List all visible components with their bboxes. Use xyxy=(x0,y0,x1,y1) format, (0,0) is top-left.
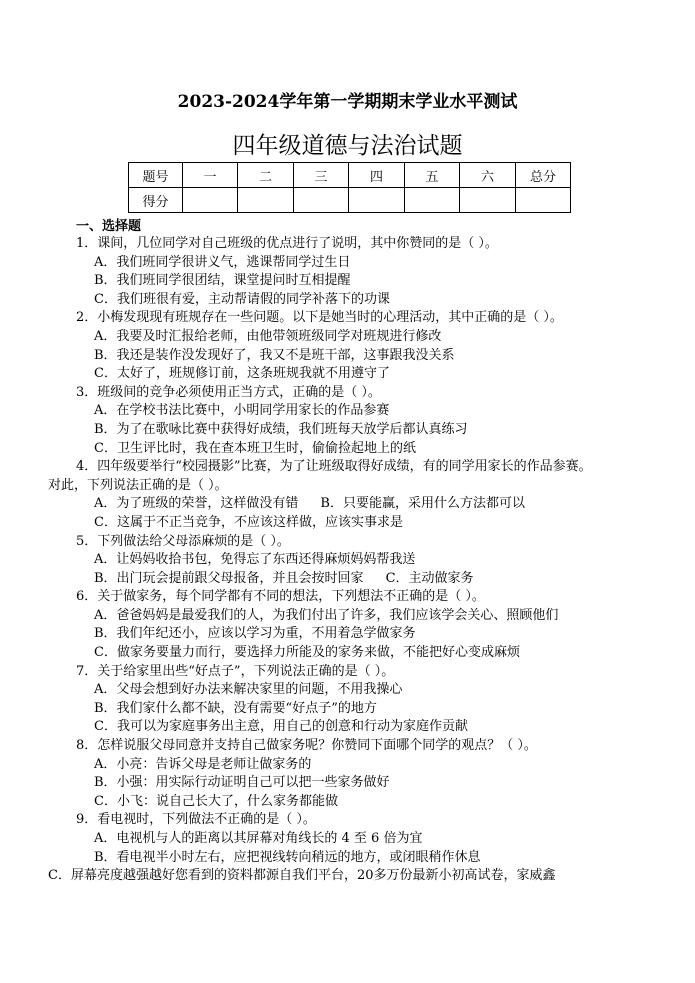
question-1-option-line xyxy=(76,291,676,310)
question-5-option[interactable]: A．让妈妈收拾书包，免得忘了东西还得麻烦妈妈帮我送 xyxy=(94,552,416,568)
score-input-4[interactable] xyxy=(349,188,405,213)
question-6-option[interactable]: B．我们年纪还小，应该以学习为重，不用着急学做家务 xyxy=(94,626,416,642)
question-4-option[interactable]: B．只要能赢，采用什么方法都可以 xyxy=(320,496,525,512)
section-heading: 一、选择题 xyxy=(76,219,142,234)
score-input-5[interactable] xyxy=(405,188,460,213)
question-4-option-line xyxy=(76,495,676,514)
question-7-stem: 7．关于给家里出些“好点子”，下列说法正确的是（ ）。 xyxy=(76,663,395,679)
question-5-option[interactable]: B．出门玩会提前跟父母报备，并且会按时回家 xyxy=(94,570,364,586)
question-6-option[interactable]: A．爸爸妈妈是最爱我们的人，为我们付出了许多，我们应该学会关心、照顾他们 xyxy=(94,607,559,623)
question-5-option-line xyxy=(76,551,676,570)
question-9-option-line xyxy=(76,849,676,868)
question-7-option-line xyxy=(76,681,676,700)
question-9-option[interactable]: A．电视机与人的距离以其屏幕对角线长的 4 至 6 倍为宜 xyxy=(94,831,423,846)
score-table-score-row xyxy=(129,188,571,213)
question-4-stem: 4．四年级要举行“校园摄影”比赛，为了让班级取得好成绩，有的同学用家长的作品参赛。 xyxy=(76,459,592,475)
question-7-option[interactable]: C．我可以为家庭事务出主意，用自己的创意和行动为家庭作贡献 xyxy=(94,719,468,735)
question-9-option-line xyxy=(76,830,676,849)
question-4-option[interactable]: C．这属于不正当竞争，不应该这样做，应该实事求是 xyxy=(94,514,403,530)
score-cell-5: 五 xyxy=(405,163,460,188)
question-6-stem: 6．关于做家务，每个同学都有不同的想法，下列想法不正确的是（ ）。 xyxy=(76,589,485,605)
question-6-option[interactable]: C．做家务要量力而行，要选择力所能及的家务来做，不能把好心变成麻烦 xyxy=(94,645,520,661)
question-8-option-line xyxy=(76,793,676,812)
question-3-stem: 3．班级间的竞争必须使用正当方式，正确的是（ ）。 xyxy=(76,384,381,400)
question-6-option-line xyxy=(76,625,676,644)
score-input-2[interactable] xyxy=(238,188,294,213)
score-cell-4: 四 xyxy=(349,163,405,188)
question-5-stem: 5．下列做法给父母添麻烦的是（ ）。 xyxy=(76,533,290,549)
question-2-option-line xyxy=(76,328,676,347)
question-9-stem: 9．看电视时，下列做法不正确的是（ ）。 xyxy=(76,812,316,828)
score-cell-3: 三 xyxy=(294,163,349,188)
question-2-stem: 2．小梅发现现有班规存在一些问题。以下是她当时的心理活动，其中正确的是（ ）。 xyxy=(76,310,563,326)
question-7-option-line xyxy=(76,700,676,719)
question-6-option-line xyxy=(76,644,676,663)
score-table xyxy=(128,162,571,213)
question-8-option[interactable]: A．小亮：告诉父母是老师让做家务的 xyxy=(94,756,312,772)
question-1-stem: 1．课间，几位同学对自己班级的优点进行了说明，其中你赞同的是（ ）。 xyxy=(76,236,498,251)
question-2-option-line xyxy=(76,365,676,384)
score-cell-1: 一 xyxy=(183,163,238,188)
question-8-option[interactable]: B．小强：用实际行动证明自己可以把一些家务做好 xyxy=(94,775,390,791)
question-7-option[interactable]: B．我们家什么都不缺，没有需要“好点子”的地方 xyxy=(94,700,377,716)
question-9-option[interactable]: B．看电视半小时左右，应把视线转向稍远的地方，或闭眼稍作休息 xyxy=(94,849,481,865)
score-input-3[interactable] xyxy=(294,188,349,213)
question-6-option-line xyxy=(76,607,676,626)
score-cell-total: 总分 xyxy=(516,163,571,188)
last-line: C．屏幕亮度越强越好您看到的资料都源自我们平台，20多万份最新小初高试卷，家威鑫 xyxy=(48,868,556,884)
question-7-option[interactable]: A．父母会想到好办法来解决家里的问题，不用我操心 xyxy=(94,682,403,698)
question-2-option[interactable]: B．我还是装作没发现好了，我又不是班干部，这事跟我没关系 xyxy=(94,347,455,363)
question-4-option-line xyxy=(76,514,676,533)
question-8-stem: 8．怎样说服父母同意并支持自己做家务呢？你赞同下面哪个同学的观点？（ ）。 xyxy=(76,738,537,754)
exam-title: 2023-2024学年第一学期期末学业水平测试 xyxy=(177,92,518,112)
question-1-option-line xyxy=(76,254,676,273)
score-input-6[interactable] xyxy=(460,188,516,213)
question-1-option[interactable]: C．我们班很有爱，主动帮请假的同学补落下的功课 xyxy=(94,291,390,307)
question-8-option[interactable]: C．小飞：说自己长大了，什么家务都能做 xyxy=(94,793,338,809)
question-5-option-line xyxy=(76,570,676,589)
question-8-option-line xyxy=(76,774,676,793)
question-3-option[interactable]: C．卫生评比时，我在查本班卫生时，偷偷捡起地上的纸 xyxy=(94,440,416,456)
question-1-option[interactable]: B．我们班同学很团结，课堂提问时互相提醒 xyxy=(94,273,351,289)
score-input-1[interactable] xyxy=(183,188,238,213)
score-cell-6: 六 xyxy=(460,163,516,188)
question-2-option-line xyxy=(76,347,676,366)
score-cell-2: 二 xyxy=(238,163,294,188)
question-8-option-line xyxy=(76,756,676,775)
question-3-option-line xyxy=(76,440,676,459)
question-1-option[interactable]: A．我们班同学很讲义气，逃课帮同学过生日 xyxy=(94,254,351,270)
score-row-label: 得分 xyxy=(129,188,183,213)
question-1-option-line xyxy=(76,272,676,291)
question-3-option[interactable]: B．为了在歌咏比赛中获得好成绩，我们班每天放学后都认真练习 xyxy=(94,421,468,437)
question-3-option-line xyxy=(76,421,676,440)
question-4-option[interactable]: A．为了班级的荣誉，这样做没有错 xyxy=(94,496,299,512)
question-3-option-line xyxy=(76,402,676,421)
question-2-option[interactable]: C．太好了，班规修订前，这条班规我就不用遵守了 xyxy=(94,366,390,382)
question-7-option-line xyxy=(76,718,676,737)
score-table-header-row xyxy=(129,163,571,188)
question-4-stem-cont: 对此，下列说法正确的是（ ）。 xyxy=(48,477,228,493)
score-input-total[interactable] xyxy=(516,188,571,213)
score-cell-label: 题号 xyxy=(129,163,183,188)
exam-subtitle: 四年级道德与法治试题 xyxy=(232,133,463,159)
question-2-option[interactable]: A．我要及时汇报给老师，由他带领班级同学对班规进行修改 xyxy=(94,328,442,344)
question-list xyxy=(48,219,676,886)
question-5-option[interactable]: C．主动做家务 xyxy=(385,570,474,586)
question-3-option[interactable]: A．在学校书法比赛中，小明同学用家长的作品参赛 xyxy=(94,403,390,419)
